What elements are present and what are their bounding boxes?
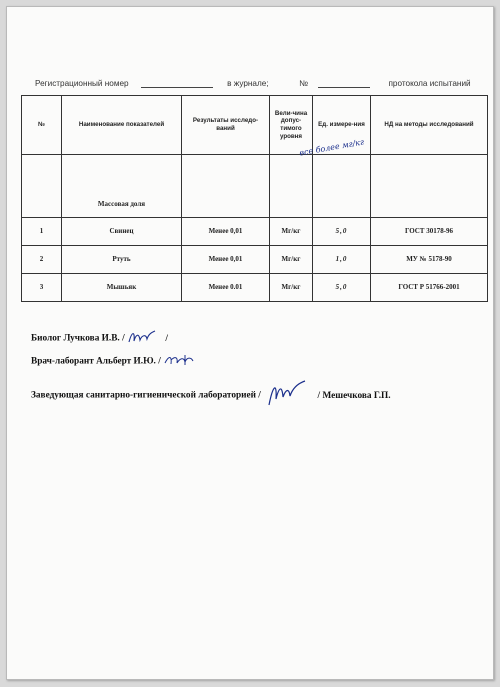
row-result: Менее 0,01 (182, 218, 270, 246)
handwritten-unit-note: все более мг/кг (298, 137, 365, 158)
row-allowed: Мг/кг (270, 246, 313, 274)
table-row (22, 246, 488, 274)
header-results: Результаты исследо-ваний (182, 96, 270, 155)
handwritten-signature-icon (263, 379, 307, 412)
head-name: / Мешечкова Г.П. (317, 390, 391, 401)
row-method: МУ № 5178-90 (371, 246, 488, 274)
handwritten-signature-icon (127, 329, 157, 348)
table-row (22, 274, 488, 302)
results-table (21, 95, 488, 302)
protocol-label: протокола испытаний (388, 79, 471, 88)
signature-doctor (31, 353, 195, 370)
number-sign: № (299, 79, 308, 88)
doctor-label: Врач-лаборант Альберт И.Ю. / (31, 356, 161, 367)
handwritten-signature-icon (163, 353, 195, 370)
row-allowed: Мг/кг (270, 218, 313, 246)
signature-biologist (31, 329, 168, 348)
row-result: Менее 0,01 (182, 246, 270, 274)
table-header-row (22, 96, 488, 155)
header-name: Наименование показателей (62, 96, 182, 155)
table-row (22, 155, 488, 218)
header-allowed: Вели-чина допус-тимого уровня (270, 96, 313, 155)
mass-fraction-label: Массовая доля (62, 155, 182, 218)
row-handwritten-value: 5,0 (313, 218, 371, 246)
table-row (22, 218, 488, 246)
header-method: НД на методы исследований (371, 96, 488, 155)
document-page (6, 6, 494, 680)
row-name: Мышьяк (62, 274, 182, 302)
header-unit: Ед. измере-ния (313, 96, 371, 155)
head-label: Заведующая санитарно-гигиенической лабораторией / (31, 390, 261, 401)
protocol-number-blank (318, 78, 370, 88)
registration-line (35, 78, 471, 88)
slash-separator: / (165, 333, 168, 344)
journal-label: в журнале; (227, 79, 269, 88)
row-num: 3 (22, 274, 62, 302)
row-result: Менее 0.01 (182, 274, 270, 302)
row-name: Ртуть (62, 246, 182, 274)
header-num: № (22, 96, 62, 155)
row-method: ГОСТ 30178-96 (371, 218, 488, 246)
row-handwritten-value: 5,0 (313, 274, 371, 302)
signature-head (31, 379, 391, 412)
row-num: 1 (22, 218, 62, 246)
row-handwritten-value: 1,0 (313, 246, 371, 274)
row-num: 2 (22, 246, 62, 274)
biologist-label: Биолог Лучкова И.В. / (31, 333, 125, 344)
row-allowed: Мг/кг (270, 274, 313, 302)
registration-number-blank (141, 78, 213, 88)
row-method: ГОСТ Р 51766-2001 (371, 274, 488, 302)
row-name: Свинец (62, 218, 182, 246)
registration-number-label: Регистрационный номер (35, 79, 129, 88)
